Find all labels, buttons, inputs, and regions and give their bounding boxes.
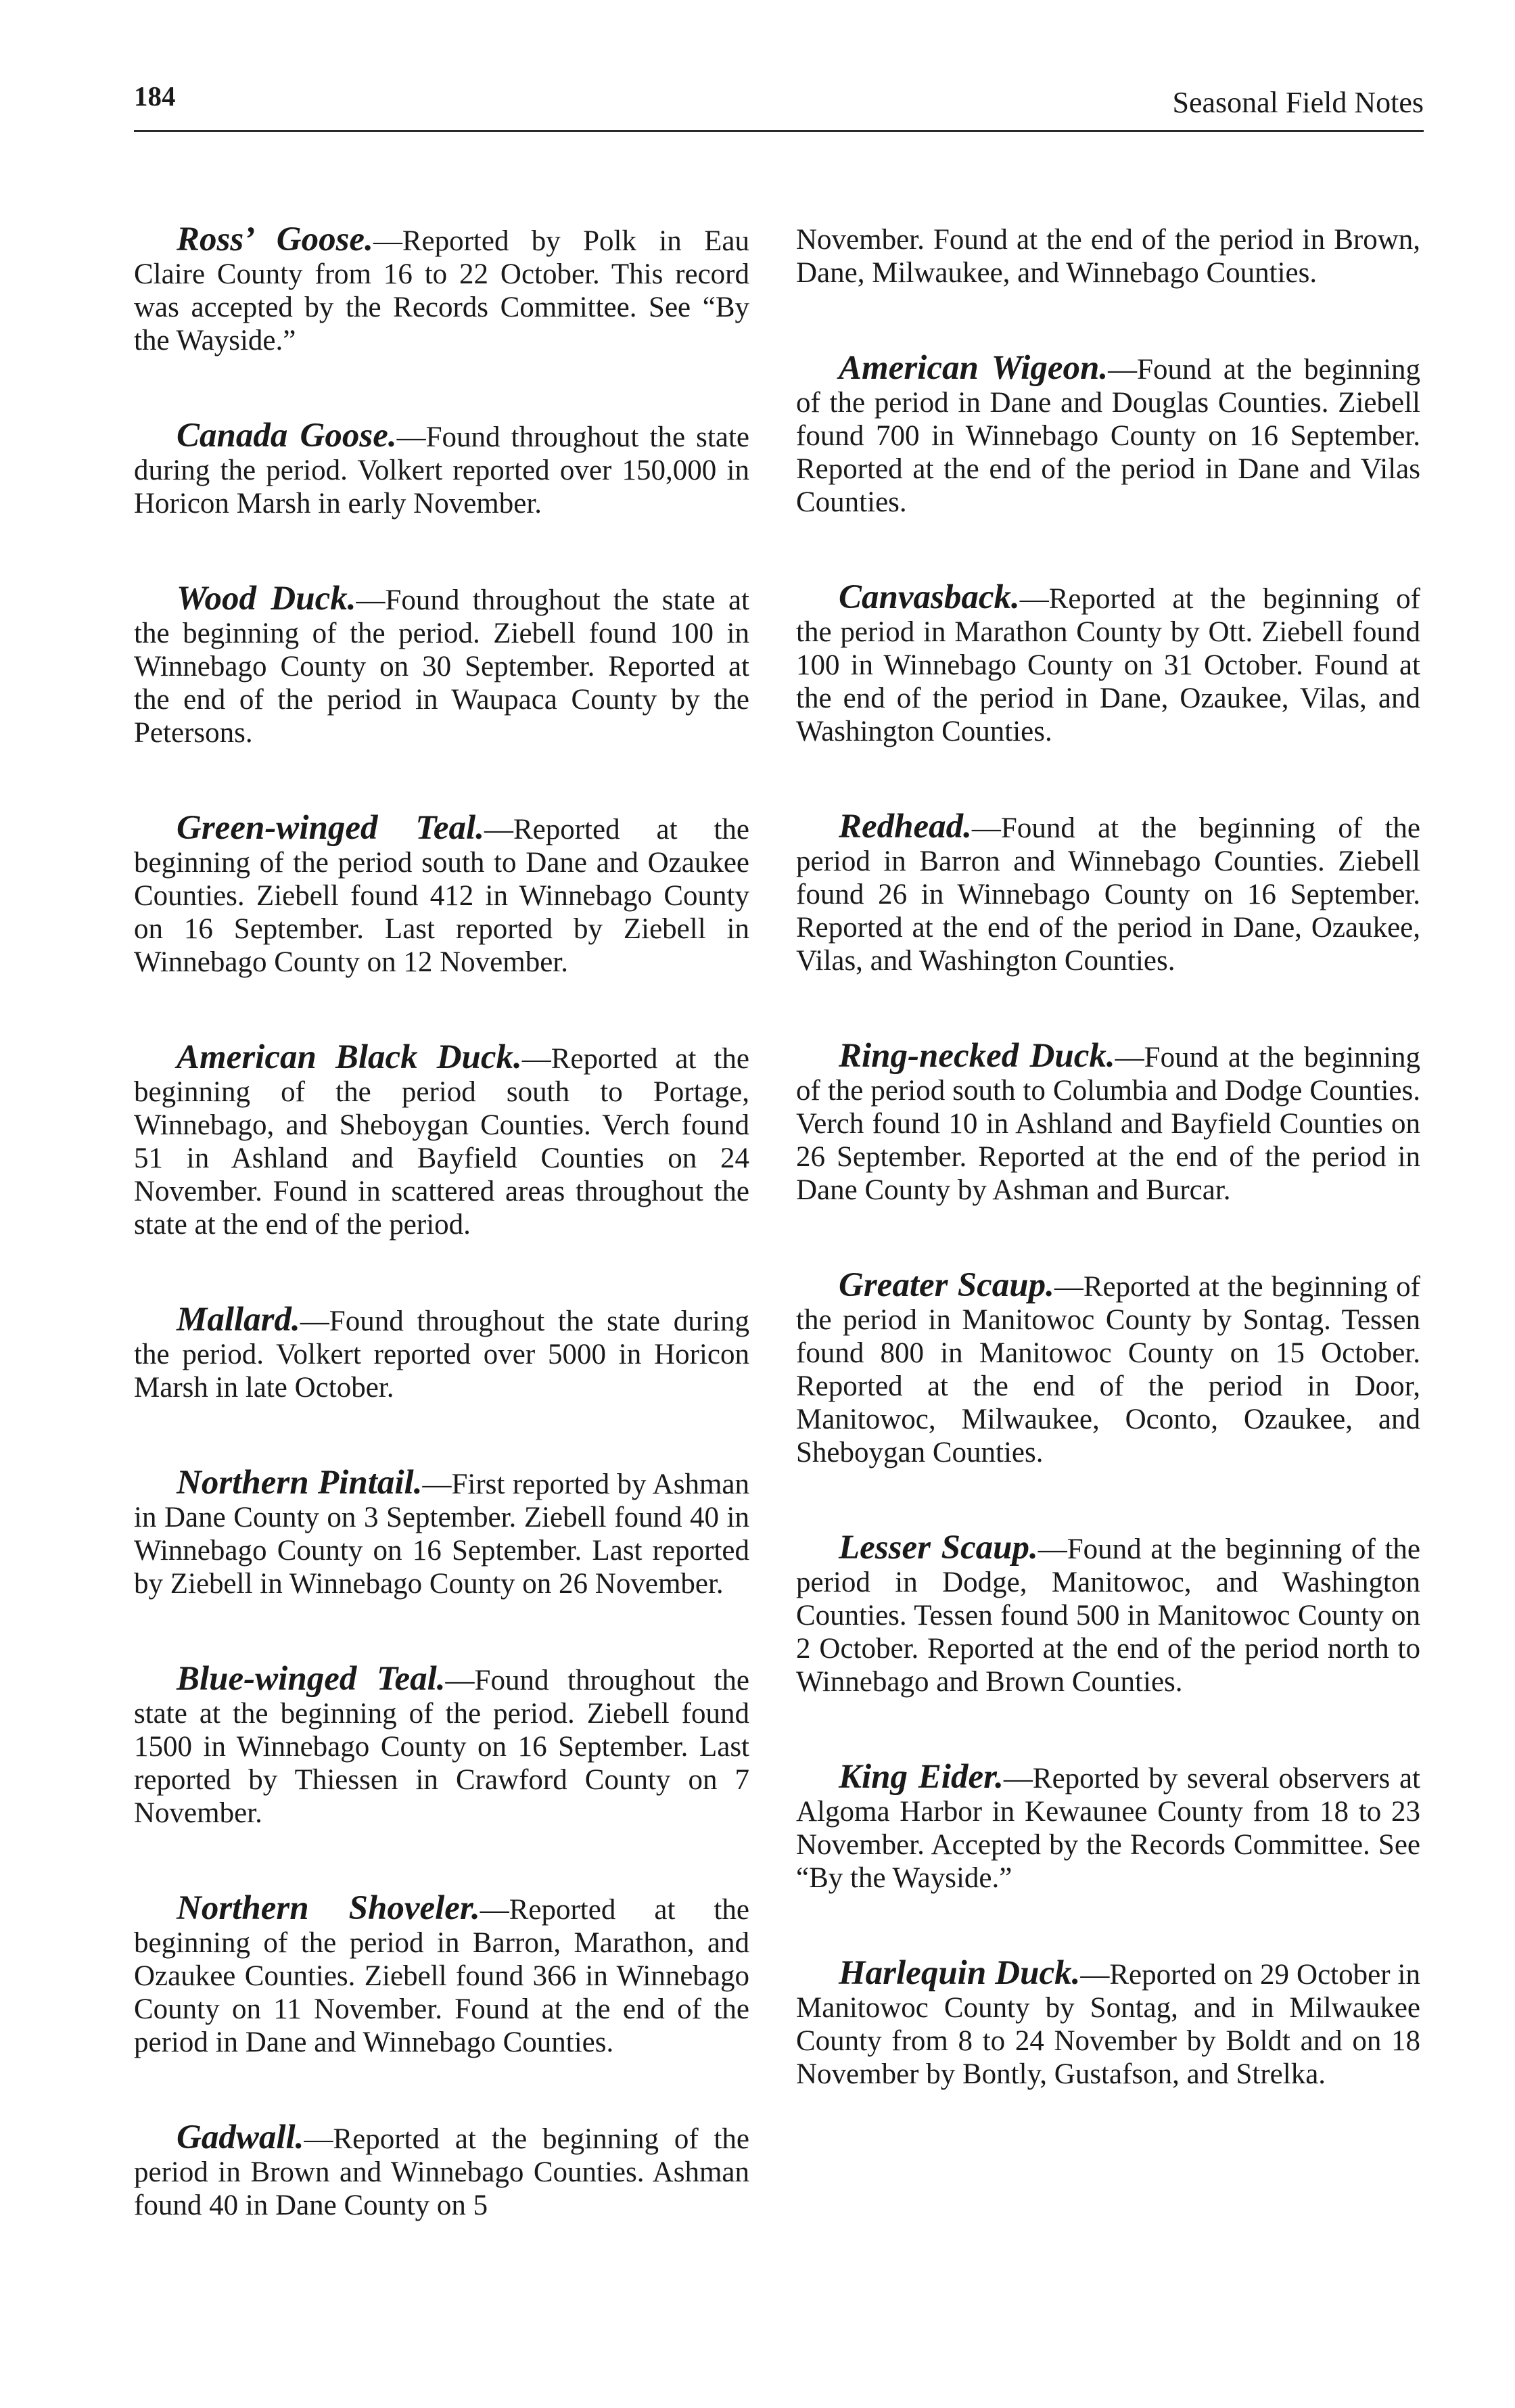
species-name: Blue-winged Teal. xyxy=(177,1660,446,1698)
species-name: Canada Goose. xyxy=(177,417,397,455)
species-entry xyxy=(796,810,1420,977)
species-name: Mallard. xyxy=(177,1301,300,1339)
right-column xyxy=(796,223,1420,2153)
species-entry xyxy=(796,578,1420,748)
species-entry xyxy=(796,349,1420,519)
species-entry xyxy=(134,1466,749,1600)
species-entry xyxy=(134,1038,749,1241)
species-name: Lesser Scaup. xyxy=(839,1529,1038,1567)
species-text: —Found at the beginning of the period in Dodge, Manitowoc, and Washington Counties. Tessen found 500 in Manitowoc County on 2 October. Reported at the end of the period north to Winnebago and Brown Counties. xyxy=(796,1533,1420,1698)
species-entry xyxy=(796,1266,1420,1469)
running-title: Seasonal Field Notes xyxy=(1172,86,1424,119)
species-name: Wood Duck. xyxy=(177,580,356,618)
species-name: Northern Shoveler. xyxy=(177,1889,480,1927)
species-name: Ring-necked Duck. xyxy=(839,1037,1115,1075)
species-entry xyxy=(134,223,749,357)
species-entry xyxy=(134,1889,749,2059)
species-entry xyxy=(796,1037,1420,1207)
species-text: —Found throughout the state during the period. Volkert reported over 5000 in Horicon Marsh in late October. xyxy=(134,1305,749,1404)
species-entry-continued xyxy=(796,223,1420,290)
species-text: —Found throughout the state at the beginning of the period. Ziebell found 100 in Winnebago County on 30 September. Reported at the end of the period in Waupaca County by the Petersons. xyxy=(134,584,749,749)
species-entry xyxy=(134,1660,749,1830)
species-entry xyxy=(134,809,749,979)
species-name: Harlequin Duck. xyxy=(839,1954,1081,1992)
species-entry xyxy=(134,582,749,749)
page-number: 184 xyxy=(134,80,176,112)
species-name: Ross’ Goose. xyxy=(177,221,373,258)
species-text: —Reported at the beginning of the period in Manitowoc County by Sontag. Tessen found 800 in Manitowoc County on 15 October. Reported at the end of the period in Door, Manitowoc, Milwaukee, Oconto, Ozaukee, and Sheboygan Counties. xyxy=(796,1271,1420,1468)
species-entry xyxy=(796,1531,1420,1698)
species-text: —Reported by several observers at Algoma Harbor in Kewaunee County from 18 to 23 November. Accepted by the Records Committee. See “By the Wayside.” xyxy=(796,1763,1420,1894)
species-name: American Wigeon. xyxy=(839,349,1109,387)
species-name: Canvasback. xyxy=(839,578,1020,616)
species-name: Gadwall. xyxy=(177,2118,304,2156)
species-text: —Reported at the beginning of the period south to Dane and Ozaukee Counties. Ziebell found 412 in Winnebago County on 16 September. Last reported by Ziebell in Winnebago County on 12 November. xyxy=(134,814,749,978)
species-text: —Found throughout the state at the beginning of the period. Ziebell found 1500 in Winnebago County on 16 September. Last reported by Thiessen in Crawford County on 7 November. xyxy=(134,1665,749,1829)
species-text: —Reported on 29 October in Manitowoc County by Sontag, and in Milwaukee County from 8 to 24 November by Boldt and on 18 November by Bontly, Gustafson, and Strelka. xyxy=(796,1959,1420,2090)
species-text: —Found at the beginning of the period in Dane and Douglas Counties. Ziebell found 700 in Winnebago County on 16 September. Reported at the end of the period in Dane and Vilas Counties. xyxy=(796,354,1420,518)
species-text: —Found at the beginning of the period south to Columbia and Dodge Counties. Verch found 10 in Ashland and Bayfield Counties on 26 September. Reported at the end of the period in Dane County by Ashman and Burcar. xyxy=(796,1042,1420,1206)
species-entry xyxy=(134,2118,749,2222)
species-entry xyxy=(134,419,749,520)
species-name: Green-winged Teal. xyxy=(177,809,484,847)
species-name: Greater Scaup. xyxy=(839,1266,1054,1304)
species-text: —Reported at the beginning of the period south to Portage, Winnebago, and Sheboygan Counties. Verch found 51 in Ashland and Bayfield Counties on 24 November. Found in scattered areas throughout the state at the end of the period. xyxy=(134,1043,749,1241)
left-column xyxy=(134,223,749,2284)
species-name: King Eider. xyxy=(839,1758,1004,1796)
species-name: Northern Pintail. xyxy=(177,1464,423,1502)
species-text: —Found at the beginning of the period in Barron and Winnebago Counties. Ziebell found 26 in Winnebago County on 16 September. Reported at the end of the period in Dane, Ozaukee, Vilas, and Washington Counties. xyxy=(796,812,1420,977)
page-header xyxy=(134,80,1424,132)
species-entry xyxy=(796,1758,1420,1895)
species-entry xyxy=(796,1954,1420,2091)
species-text: —Reported at the beginning of the period in Brown and Winnebago Counties. Ashman found 40 in Dane County on 5 xyxy=(134,2123,749,2221)
species-text: —Reported at the beginning of the period in Marathon County by Ott. Ziebell found 100 in Winnebago County on 31 October. Found at the end of the period in Dane, Ozaukee, Vilas, and Washington Counties. xyxy=(796,583,1420,747)
species-text: —Reported by Polk in Eau Claire County from 16 to 22 October. This record was accepted by the Records Committee. See “By the Wayside.” xyxy=(134,225,749,356)
species-text: —First reported by Ashman in Dane County on 3 September. Ziebell found 40 in Winnebago County on 16 September. Last reported by Ziebell in Winnebago County on 26 November. xyxy=(134,1468,749,1600)
species-name: Redhead. xyxy=(839,808,972,846)
species-text: November. Found at the end of the period in Brown, Dane, Milwaukee, and Winnebago Counties. xyxy=(796,224,1420,289)
species-text: —Found throughout the state during the period. Volkert reported over 150,000 in Horicon Marsh in early November. xyxy=(134,421,749,519)
species-text: —Reported at the beginning of the period in Barron, Marathon, and Ozaukee Counties. Ziebell found 366 in Winnebago County on 11 November. Found at the end of the period in Dane and Winnebago Counties. xyxy=(134,1894,749,2058)
species-entry xyxy=(134,1303,749,1404)
species-name: American Black Duck. xyxy=(177,1038,522,1076)
